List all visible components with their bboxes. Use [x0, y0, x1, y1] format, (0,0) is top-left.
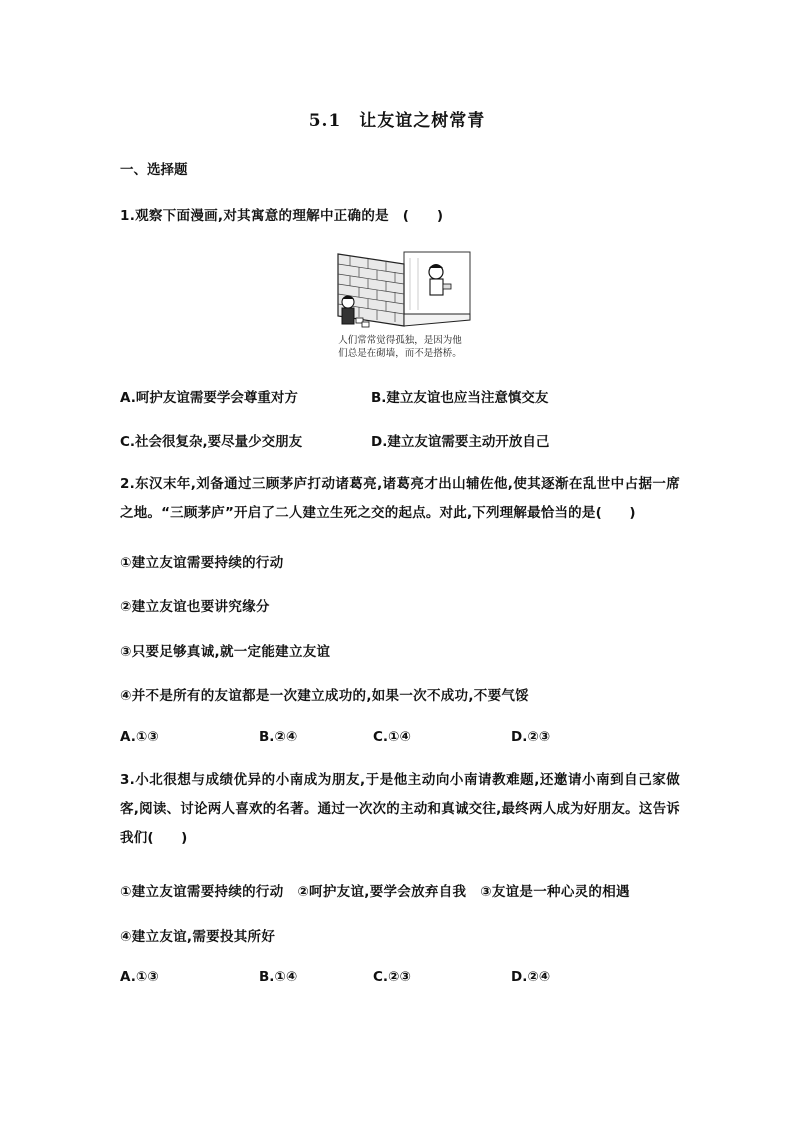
q2-item-2: ②建立友谊也要讲究缘分 [120, 599, 270, 615]
q3-option-a[interactable]: A.①③ [120, 969, 159, 985]
q1-option-a[interactable]: A.呵护友谊需要学会尊重对方 [120, 390, 298, 406]
q3-items-line1: ①建立友谊需要持续的行动 ②呵护友谊,要学会放弃自我 ③友谊是一种心灵的相遇 [120, 884, 630, 900]
q3-stem: 3.小北很想与成绩优异的小南成为朋友,于是他主动向小南请教难题,还邀请小南到自己家做客,阅读、讨论两人喜欢的名著。通过一次次的主动和真诚交往,最终两人成为好朋友。这告诉我们( ) [120, 772, 680, 846]
q1-option-b[interactable]: B.建立友谊也应当注意慎交友 [371, 390, 549, 406]
q1-stem: 1.观察下面漫画,对其寓意的理解中正确的是 ( ) [120, 208, 444, 224]
title-number: 5.1 [308, 111, 342, 131]
q2-option-a[interactable]: A.①③ [120, 729, 159, 745]
page-title [0, 106, 794, 131]
q2-item-3: ③只要足够真诚,就一定能建立友谊 [120, 644, 331, 660]
q1-option-c[interactable]: C.社会很复杂,要尽量少交朋友 [120, 434, 303, 450]
q2-item-4: ④并不是所有的友谊都是一次建立成功的,如果一次不成功,不要气馁 [120, 688, 529, 704]
section-heading: 一、选择题 [120, 162, 188, 178]
q2-option-b[interactable]: B.②④ [259, 729, 298, 745]
cartoon-caption-line2: 们总是在砌墙，而不是搭桥。 [338, 348, 462, 359]
q3-option-d[interactable]: D.②④ [511, 969, 551, 985]
q2-item-1: ①建立友谊需要持续的行动 [120, 555, 284, 571]
q1-option-d[interactable]: D.建立友谊需要主动开放自己 [371, 434, 550, 450]
q2-option-d[interactable]: D.②③ [511, 729, 551, 745]
title-text: 让友谊之树常青 [359, 111, 486, 131]
q2-option-c[interactable]: C.①④ [373, 729, 411, 745]
q3-option-c[interactable]: C.②③ [373, 969, 411, 985]
q3-items-line2: ④建立友谊,需要投其所好 [120, 929, 276, 945]
cartoon-caption-line1: 人们常常觉得孤独，是因为他 [338, 335, 462, 346]
q2-stem: 2.东汉末年,刘备通过三顾茅庐打动诸葛亮,诸葛亮才出山辅佐他,使其逐渐在乱世中占据一席之地。“三顾茅庐”开启了二人建立生死之交的起点。对此,下列理解最恰当的是( ) [120, 476, 680, 521]
q3-option-b[interactable]: B.①④ [259, 969, 298, 985]
